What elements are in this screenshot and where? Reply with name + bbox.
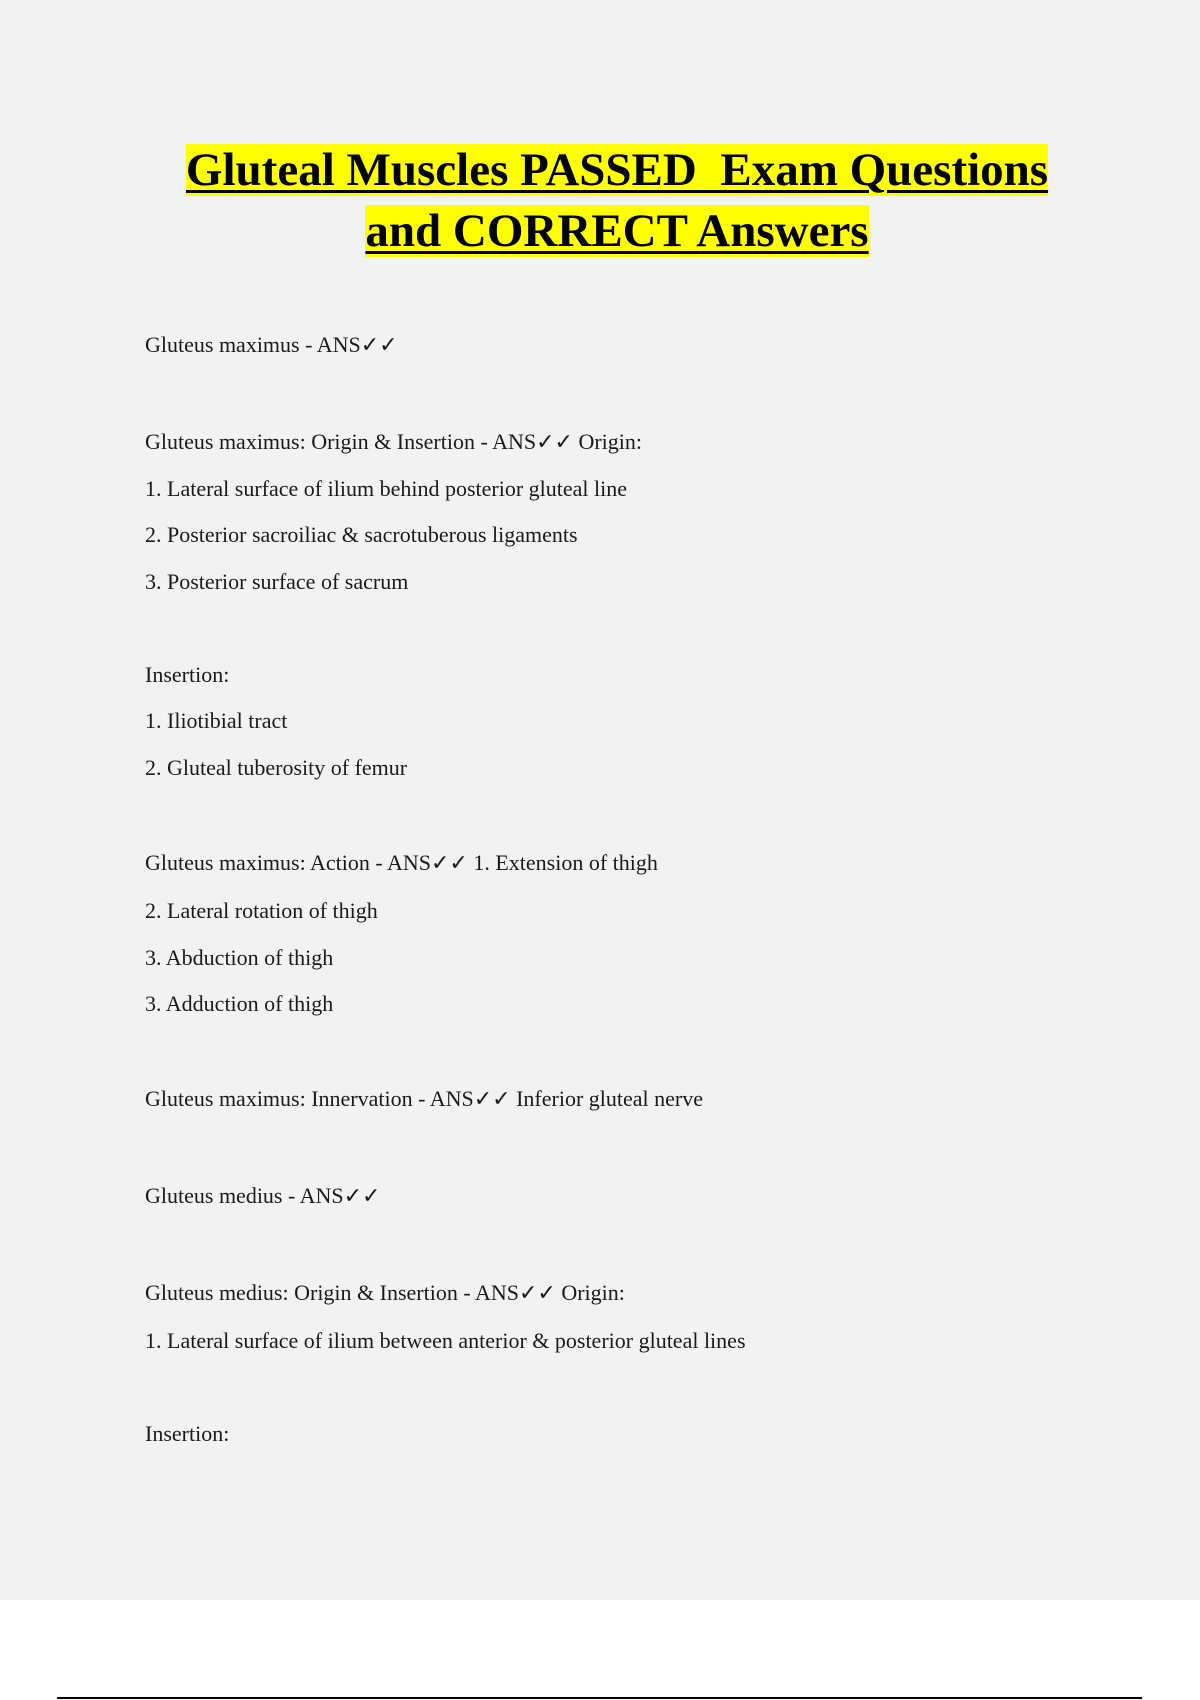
answer-line: 1. Iliotibial tract (145, 708, 288, 733)
answer-line: 1. Lateral surface of ilium between anterior & posterior gluteal lines (145, 1328, 746, 1353)
question-gluteus-maximus-origin-insertion: Gluteus maximus: Origin & Insertion - ANS✓✓ Origin: (145, 429, 643, 454)
title-line-2: and CORRECT Answers (365, 205, 869, 257)
answer-line: 3. Adduction of thigh (145, 991, 334, 1016)
question-gluteus-medius: Gluteus medius - ANS✓✓ (145, 1183, 381, 1208)
question-gluteus-maximus-action: Gluteus maximus: Action - ANS✓✓ 1. Extension of thigh (145, 850, 658, 875)
answer-line: 3. Abduction of thigh (145, 945, 334, 970)
answer-line: 3. Posterior surface of sacrum (145, 569, 409, 594)
answer-line: 2. Lateral rotation of thigh (145, 898, 378, 923)
document-title (0, 140, 1200, 262)
answer-line: 2. Posterior sacroiliac & sacrotuberous ligaments (145, 522, 578, 547)
answer-line: 2. Gluteal tuberosity of femur (145, 755, 408, 780)
question-gluteus-maximus-innervation: Gluteus maximus: Innervation - ANS✓✓ Inferior gluteal nerve (145, 1086, 704, 1111)
answer-line: 1. Lateral surface of ilium behind posterior gluteal line (145, 476, 628, 501)
answer-line: Insertion: (145, 1421, 230, 1446)
question-gluteus-maximus: Gluteus maximus - ANS✓✓ (145, 332, 398, 357)
question-gluteus-medius-origin-insertion: Gluteus medius: Origin & Insertion - ANS✓✓ Origin: (145, 1280, 625, 1305)
footer-divider (57, 1697, 1142, 1699)
title-line-1: Gluteal Muscles PASSED Exam Questions (185, 144, 1049, 196)
answer-line: Insertion: (145, 662, 230, 687)
